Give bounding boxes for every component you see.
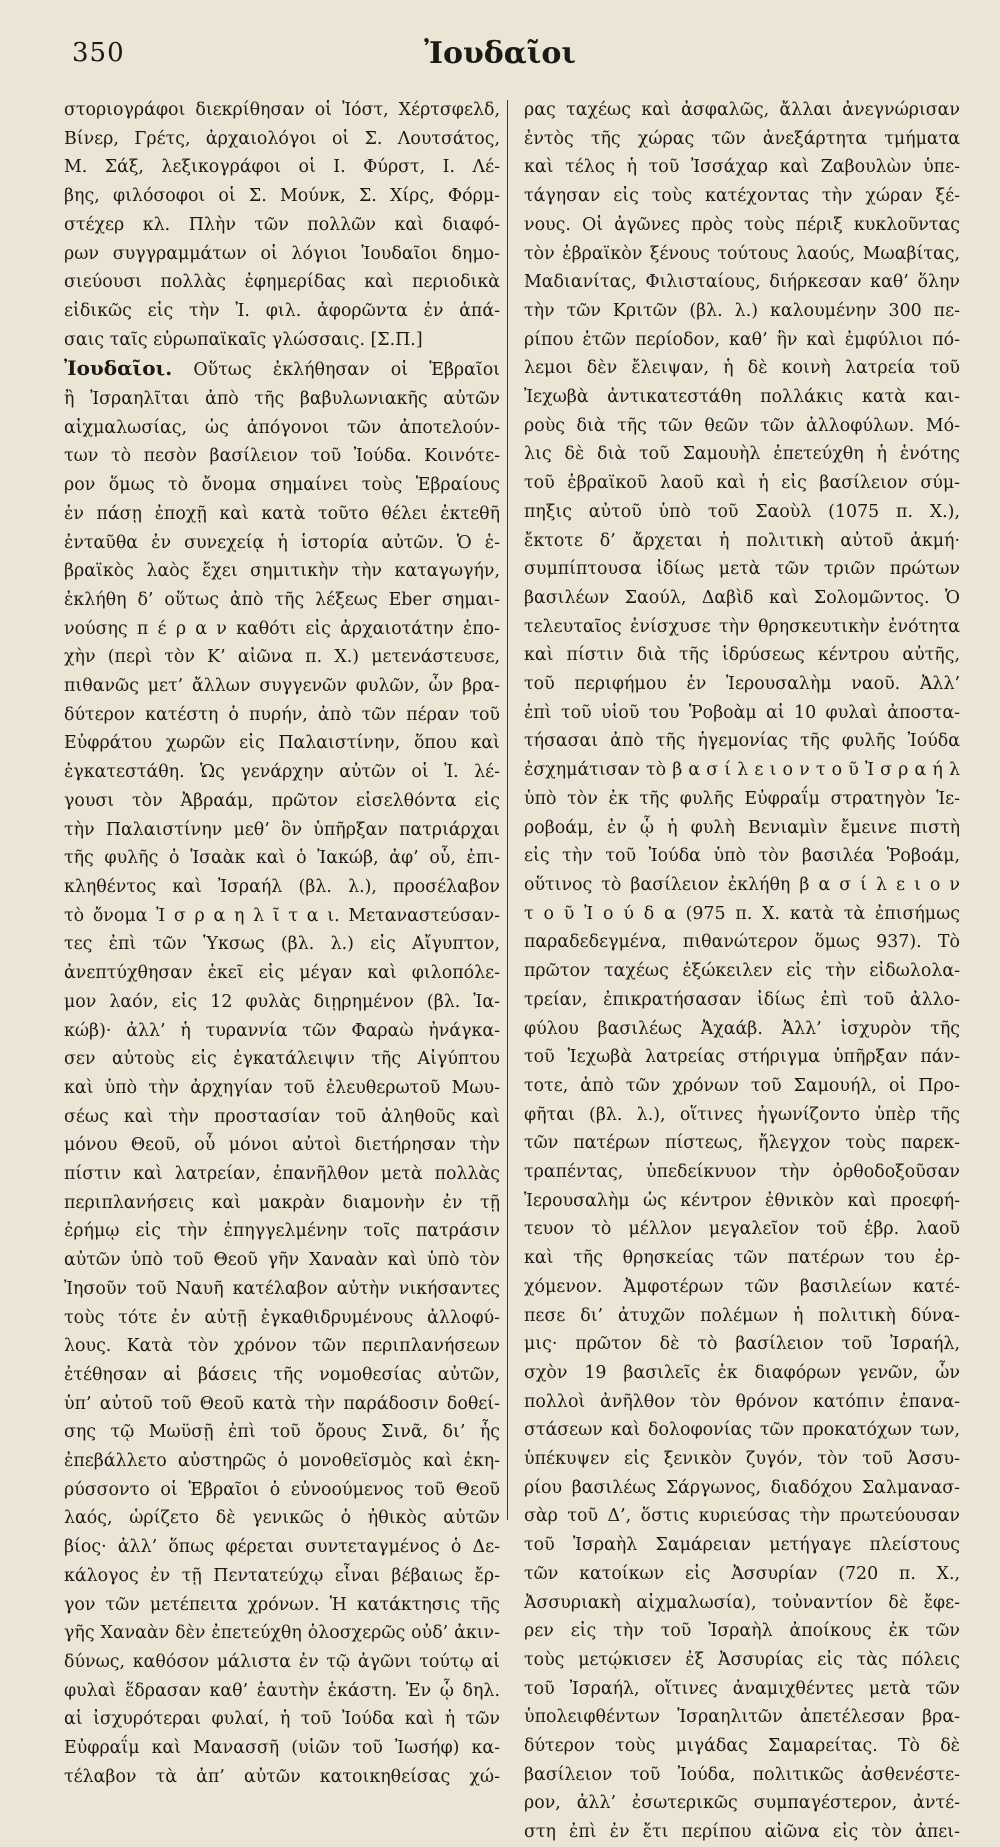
text-line: σεν αὐτοὺς εἰς ἐγκατάλειψιν τῆς Αἰγύπτου	[64, 1049, 500, 1070]
text-line: λεμοι δὲν ἔλειψαν, ἡ δὲ κοινὴ λατρεία τοῦ	[524, 358, 960, 379]
text-line: οὕτινος τὸ βασίλειον ἐκλήθη β α σ ί λ ε ι ο ν	[524, 874, 960, 895]
text-line: ρίπου ἐτῶν περίοδον, καθ’ ἣν καὶ ἐμφύλιοι πό-	[524, 329, 960, 350]
text-line: ἐγκατεστάθη. Ὡς γενάρχην αὐτῶν οἱ Ἰ. λέ-	[64, 762, 500, 783]
text-line: χόμενον. Ἀμφοτέρων τῶν βασιλείων κατέ-	[524, 1276, 960, 1297]
text-line: τοτε, ἀπὸ τῶν χρόνων τοῦ Σαμουήλ, οἱ Προ-	[524, 1075, 960, 1096]
text-line: τοῦ Ἰεχωβὰ λατρείας στήριγμα ὑπῆρξαν πάν-	[524, 1047, 960, 1068]
text-line: βης, φιλόσοφοι οἱ Σ. Μούνκ, Σ. Χίρς, Φόρμ-	[64, 186, 500, 207]
text-line: ἐρήμῳ εἰς τὴν ἐπηγγελμένην τοῖς πατράσιν	[64, 1221, 500, 1242]
text-line: καὶ ὑπὸ τὴν ἀρχηγίαν τοῦ ἐλευθερωτοῦ Μωυ-	[64, 1077, 500, 1098]
text-line: τοὺς μετῴκισεν ἐξ Ἀσσυρίας εἰς τὰς πόλεις	[524, 1649, 960, 1670]
text-line: πηξις αὐτοῦ ὑπὸ τοῦ Σαοὺλ (1075 π. Χ.),	[524, 501, 960, 522]
text-line: ἐντὸς τῆς χώρας τῶν ἀνεξάρτητα τμήματα	[524, 128, 960, 149]
text-line: τήσασαι ἀπὸ τῆς ἡγεμονίας τῆς φυλῆς Ἰούδα	[524, 731, 960, 752]
text-line: λαός, ὡρίζετο δὲ γενικῶς ὁ ἠθικὸς αὐτῶν	[64, 1508, 500, 1529]
text-line: στέχερ κλ. Πλὴν τῶν πολλῶν καὶ διαφό-	[64, 214, 500, 235]
text-line: καὶ πίστιν διὰ τῆς ἱδρύσεως κέντρου αὐτῆς,	[524, 645, 960, 666]
text-line: ἐνταῦθα ἐν συνεχείᾳ ἡ ἱστορία αὐτῶν. Ὁ ἑ-	[64, 532, 500, 553]
text-line: ρεν εἰς τὴν τοῦ Ἰσραὴλ ἀποίκους ἐκ τῶν	[524, 1621, 960, 1642]
text-line: τοῦ Ἰσραήλ, οἵτινες ἀναμιχθέντες μετὰ τῶν	[524, 1678, 960, 1699]
text-line: αἰχμαλωσίας, ὡς ἀπόγονοι τῶν ἀποτελούν-	[64, 417, 500, 438]
text-line: τῶν κατοίκων εἰς Ἀσσυρίαν (720 π. Χ.,	[524, 1563, 960, 1584]
text-line: τρείαν, ἐπικρατήσασαν ἰδίως ἐπὶ τοῦ ἀλλο-	[524, 989, 960, 1010]
text-line: πολλοὶ ἀνῆλθον τὸν θρόνον κατόπιν ἐπανα-	[524, 1391, 960, 1412]
text-line: κώβ)· ἀλλ’ ἡ τυραννία τῶν Φαραὼ ἠνάγκα-	[64, 1020, 500, 1041]
text-line: τὸ ὄνομα Ἰ σ ρ α η λ ῖ τ α ι. Μεταναστεύσαν-	[64, 905, 500, 926]
text-line: λις δὲ διὰ τοῦ Σαμουὴλ ἐπετεύχθη ἡ ἑνότης	[524, 444, 960, 465]
text-line: νους. Οἱ ἀγῶνες πρὸς τοὺς πέριξ κυκλοῦντας	[524, 214, 960, 235]
text-line: ἐπεβάλλετο αὐστηρῶς ὁ μονοθεϊσμὸς καὶ ἐκη-	[64, 1451, 500, 1472]
text-line: ροβοάμ, ἐν ᾧ ἡ φυλὴ Βενιαμὶν ἔμεινε πιστὴ	[524, 817, 960, 838]
text-line: φυλαὶ ἕδρασαν καθ’ ἑαυτὴν ἑκάστη. Ἐν ᾧ δηλ.	[64, 1680, 500, 1701]
text-line: τευον τὸ μέλλον μεγαλεῖον τοῦ ἑβρ. λαοῦ	[524, 1219, 960, 1240]
text-line: ὑπὸ τὸν ἐκ τῆς φυλῆς Εὐφραΐμ στρατηγὸν Ἱε-	[524, 788, 960, 809]
text-line: τραπέντας, ὑπεδείκνυον τὴν ὀρθοδοξοῦσαν	[524, 1162, 960, 1183]
text-line: καὶ τέλος ἡ τοῦ Ἰσσάχαρ καὶ Ζαβουλὼν ὑπε-	[524, 157, 960, 178]
text-line: Μαδιανίτας, Φιλισταίους, διήρκεσαν καθ’ ὅλην	[524, 272, 960, 293]
text-line: πεσε δι’ ἀτυχῶν πολέμων ἡ πολιτικὴ δύνα-	[524, 1305, 960, 1326]
text-line: των τὸ πεσὸν βασίλειον τοῦ Ἰούδα. Κοινότε-	[64, 446, 500, 467]
text-line: μις· πρῶτον δὲ τὸ βασίλειον τοῦ Ἰσραήλ,	[524, 1334, 960, 1355]
text-line: ἐπὶ τοῦ υἱοῦ του Ῥοβοὰμ αἱ 10 φυλαὶ ἀποστα-	[524, 702, 960, 723]
text-line: φύλου βασιλέως Ἀχαάβ. Ἀλλ’ ἰσχυρὸν τῆς	[524, 1018, 960, 1039]
text-line: πρῶτον ταχέως ἐξώκειλεν εἰς τὴν εἰδωλολα-	[524, 961, 960, 982]
text-line: βασίλειον τοῦ Ἰούδα, πολιτικῶς ἀσθενέστε-	[524, 1764, 960, 1785]
text-line: Ἱερουσαλὴμ ὡς κέντρον ἐθνικὸν καὶ προεφή-	[524, 1190, 960, 1211]
text-line: βραϊκὸς λαὸς ἔχει σημιτικὴν τὴν καταγωγήν,	[64, 561, 500, 582]
text-line: πιθανῶς μετ’ ἄλλων συγγενῶν φυλῶν, ὧν βρα-	[64, 676, 500, 697]
text-line: ἀνεπτύχθησαν ἐκεῖ εἰς μέγαν καὶ φιλοπόλε-	[64, 963, 500, 984]
text-line: ἐν πάσῃ ἐποχῇ καὶ κατὰ τοῦτο θέλει ἐκτεθῆ	[64, 503, 500, 524]
text-line: εἰδικῶς εἰς τὴν Ἰ. φιλ. ἀφορῶντα ἐν ἁπά-	[64, 300, 500, 321]
text-line: ἢ Ἰσραηλῖται ἀπὸ τῆς βαβυλωνιακῆς αὐτῶν	[64, 389, 500, 410]
text-line: ρων συγγραμμάτων οἱ λόγιοι Ἰουδαῖοι δημο-	[64, 243, 500, 264]
text-line: τὸν ἑβραϊκὸν ξένους τούτους λαούς, Μωαβίτας,	[524, 243, 960, 264]
text-line: γουσι τὸν Ἀβραάμ, πρῶτον εἰσελθόντα εἰς	[64, 790, 500, 811]
column-divider	[507, 100, 508, 1520]
text-line: τῶν πατέρων πίστεως, ἤλεγχον τοὺς παρεκ-	[524, 1133, 960, 1154]
text-line: γον τῶν μετέπειτα χρόνων. Ἡ κατάκτησις τῆς	[64, 1594, 500, 1615]
text-line: εἰς τὴν τοῦ Ἰούδα ὑπὸ τὸν βασιλέα Ῥοβοάμ,	[524, 846, 960, 867]
text-line: ροὺς διὰ τῆς τῶν θεῶν τῶν ἀλλοφύλων. Μό-	[524, 415, 960, 436]
text-line: σιεύουσι πολλὰς ἐφημερίδας καὶ περιοδικὰ	[64, 272, 500, 293]
text-line: σης τῷ Μωϋσῇ ἐπὶ τοῦ ὄρους Σινᾶ, δι’ ἧς	[64, 1422, 500, 1443]
text-line: ὑπέκυψεν εἰς ξενικὸν ζυγόν, τὸν τοῦ Ἀσσυ-	[524, 1449, 960, 1470]
text-line: μον λαόν, εἰς 12 φυλὰς διῃρημένον (βλ. Ἰα-	[64, 991, 500, 1012]
text-line: λους. Κατὰ τὸν χρόνον τῶν περιπλανήσεων	[64, 1336, 500, 1357]
text-line: τάγησαν εἰς τοὺς κατέχοντας τὴν χώραν ξέ-	[524, 186, 960, 207]
text-line: στοριογράφοι διεκρίθησαν οἱ Ἰόστ, Χέρτσφελδ,	[64, 100, 500, 120]
text-line: δύνως, καθόσον μάλιστα ἐν τῷ ἀγῶνι τούτῳ αἱ	[64, 1651, 500, 1672]
paragraph-entry	[64, 385, 500, 1791]
text-line: Ἰεχωβὰ ἀντικατεστάθη πολλάκις κατὰ και-	[524, 387, 960, 408]
text-line: γῆς Χαναὰν δὲν ἐπετεύχθη ὁλοσχερῶς οὐδ’ ἀκιν-	[64, 1623, 500, 1644]
text-line: δύτερον τοὺς μιγάδας Σαμαρείτας. Τὸ δὲ	[524, 1736, 960, 1757]
text-line: τ ο ῦ Ἰ ο ύ δ α (975 π. Χ. κατὰ τὰ ἐπισήμως	[524, 903, 960, 924]
text-line: ὑπολειφθέντων Ἰσραηλιτῶν ἀπετέλεσαν βρα-	[524, 1707, 960, 1728]
text-line: ρον ὅμως τὸ ὄνομα σημαίνει τοὺς Ἑβραίους	[64, 475, 500, 496]
text-line: παραδεδεγμένα, πιθανώτερον ὅμως 937). Τὸ	[524, 932, 960, 953]
text-line: κάλογος ἐν τῇ Πεντατεύχῳ εἶναι βέβαιως ἔρ-	[64, 1565, 500, 1586]
right-column	[524, 96, 960, 1847]
text-line: τες ἐπὶ τῶν Ὑκσως (βλ. λ.) εἰς Αἴγυπτον,	[64, 934, 500, 955]
entry-first-line: Οὕτως ἐκλήθησαν οἱ Ἑβραῖοι	[193, 360, 500, 381]
text-line: Ἰησοῦν τοῦ Ναυῆ κατέλαβον αὐτὴν νικήσαντες	[64, 1278, 500, 1299]
text-line: μόνου Θεοῦ, οὗ μόνοι αὐτοὶ διετήρησαν τὴν	[64, 1135, 500, 1156]
text-line: αὐτῶν ὑπὸ τοῦ Θεοῦ γῆν Χαναὰν καὶ ὑπὸ τὸν	[64, 1250, 500, 1271]
text-line: τοὺς τότε ἐν αὐτῇ ἐγκαθιδρυμένους ἀλλοφύ-	[64, 1307, 500, 1328]
text-line: σὰρ τοῦ Δ’, ὅστις κυριεύσας τὴν πρωτεύουσαν	[524, 1506, 960, 1527]
text-line: τῆς φυλῆς ὁ Ἰσαὰκ καὶ ὁ Ἰακώβ, ἀφ’ οὗ, ἐπι-	[64, 848, 500, 869]
entry-head-word: Ἰουδαῖοι.	[64, 356, 173, 381]
text-line: στάσεων καὶ δολοφονίας τῶν προκατόχων των,	[524, 1420, 960, 1441]
text-line: σέως καὶ τὴν προστασίαν τοῦ ἀληθοῦς καὶ	[64, 1106, 500, 1127]
text-line: ρον, ἀλλ’ ἐσωτερικῶς συμπαγέστερον, ἀντέ-	[524, 1793, 960, 1814]
running-head: Ἰουδαῖοι	[424, 36, 576, 71]
text-line: πίστιν καὶ λατρείαν, ἐπανῆλθον μετὰ πολλὰς	[64, 1164, 500, 1185]
text-line: νούσης π έ ρ α ν καθότι εἰς ἀρχαιοτάτην ἐπο-	[64, 618, 500, 639]
text-line: ἔκτοτε δ’ ἄρχεται ἡ πολιτικὴ αὐτοῦ ἀκμή·	[524, 530, 960, 551]
text-line: περιπλανήσεις καὶ μακρὰν διαμονὴν ἐν τῇ	[64, 1192, 500, 1213]
text-line: τελευταῖος ἐνίσχυσε τὴν θρησκευτικὴν ἑνότητα	[524, 616, 960, 637]
text-line: συμπίπτουσα ἰδίως μετὰ τῶν τριῶν πρώτων	[524, 559, 960, 580]
text-line: τέλαβον τὰ ἀπ’ αὐτῶν κατοικηθείσας χώ-	[64, 1766, 500, 1787]
text-line: Ἀσσυριακὴ αἰχμαλωσία), τοὐναντίον δὲ ἔφε-	[524, 1592, 960, 1613]
text-line: ἐτέθησαν αἱ βάσεις τῆς νομοθεσίας αὐτῶν,	[64, 1364, 500, 1385]
text-line: αἱ ἰσχυρότεραι φυλαί, ἡ τοῦ Ἰούδα καὶ ἡ τῶν	[64, 1709, 500, 1730]
text-line: βίος· ἀλλ’ ὅπως φέρεται συντεταγμένος ὁ Δε-	[64, 1537, 500, 1558]
paragraph-continuation	[524, 96, 960, 1847]
text-line: δύτερον κατέστη ὁ πυρήν, ἀπὸ τῶν πέραν τοῦ	[64, 704, 500, 725]
text-line: Μ. Σάξ, λεξικογράφοι οἱ Ι. Φύρστ, Ι. Λέ-	[64, 157, 500, 178]
text-line: φῆται (βλ. λ.), οἵτινες ἠγωνίζοντο ὑπὲρ τῆς	[524, 1104, 960, 1125]
text-line: ρας ταχέως καὶ ἀσφαλῶς, ἄλλαι ἀνεγνώρισαν	[524, 100, 960, 120]
text-line: τοῦ περιφήμου ἐν Ἱερουσαλὴμ ναοῦ. Ἀλλ’	[524, 674, 960, 695]
text-line: Εὐφράτου χωρῶν εἰς Παλαιστίνην, ὅπου καὶ	[64, 733, 500, 754]
text-line: καὶ τῆς θρησκείας τῶν πατέρων του ἐρ-	[524, 1248, 960, 1269]
text-line: Εὐφραΐμ καὶ Μανασσῆ (υἱῶν τοῦ Ἰωσήφ) κα-	[64, 1738, 500, 1759]
text-line: τοῦ Ἰσραὴλ Σαμάρειαν μετήγαγε πλείστους	[524, 1535, 960, 1556]
text-line: ρίου βασιλέως Σάργωνος, διαδόχου Σαλμανασ-	[524, 1477, 960, 1498]
text-line: σχὸν 19 βασιλεῖς ἐκ διαφόρων γενῶν, ὧν	[524, 1362, 960, 1383]
page-number: 350	[72, 38, 125, 68]
text-line: ρύσσοντο οἱ Ἑβραῖοι ὁ εὐνοούμενος τοῦ Θεοῦ	[64, 1479, 500, 1500]
entry-head-line	[64, 354, 500, 385]
text-line: Βίνερ, Γρέτς, ἀρχαιολόγοι οἱ Σ. Λουτσάτος,	[64, 128, 500, 149]
text-line: χὴν (περὶ τὸν Κ’ αἰῶνα π. Χ.) μετενάστευσε,	[64, 647, 500, 668]
text-line: τὴν Παλαιστίνην μεθ’ ὃν ὑπῆρξαν πατριάρχαι	[64, 819, 500, 840]
text-line: στη ἐπὶ ἐν ἔτι περίπου αἰῶνα εἰς τὸν ἀπει-	[524, 1822, 960, 1843]
left-column	[64, 96, 500, 1791]
text-line: ἐσχημάτισαν τὸ β α σ ί λ ε ι ο ν τ ο ῦ Ἰ σ ρ α ή λ	[524, 760, 960, 781]
text-line: τὴν τῶν Κριτῶν (βλ. λ.) καλουμένην 300 πε-	[524, 300, 960, 321]
text-line: ἐκλήθη δ’ οὕτως ἀπὸ τῆς λέξεως Eber σημαι-	[64, 589, 500, 610]
text-line: κληθέντος καὶ Ἰσραήλ (βλ. λ.), προσέλαβον	[64, 876, 500, 897]
paragraph-intro	[64, 96, 500, 354]
text-line: τοῦ ἑβραϊκοῦ λαοῦ καὶ ἡ εἰς βασίλειον σύμ-	[524, 473, 960, 494]
text-line: σαις ταῖς εὐρωπαϊκαῖς γλώσσαις. [Σ.Π.]	[64, 329, 423, 350]
text-line: ὑπ’ αὐτοῦ τοῦ Θεοῦ κατὰ τὴν παράδοσιν δοθεί-	[64, 1393, 500, 1414]
text-line: βασιλέων Σαούλ, Δαβὶδ καὶ Σολομῶντος. Ὁ	[524, 587, 960, 608]
